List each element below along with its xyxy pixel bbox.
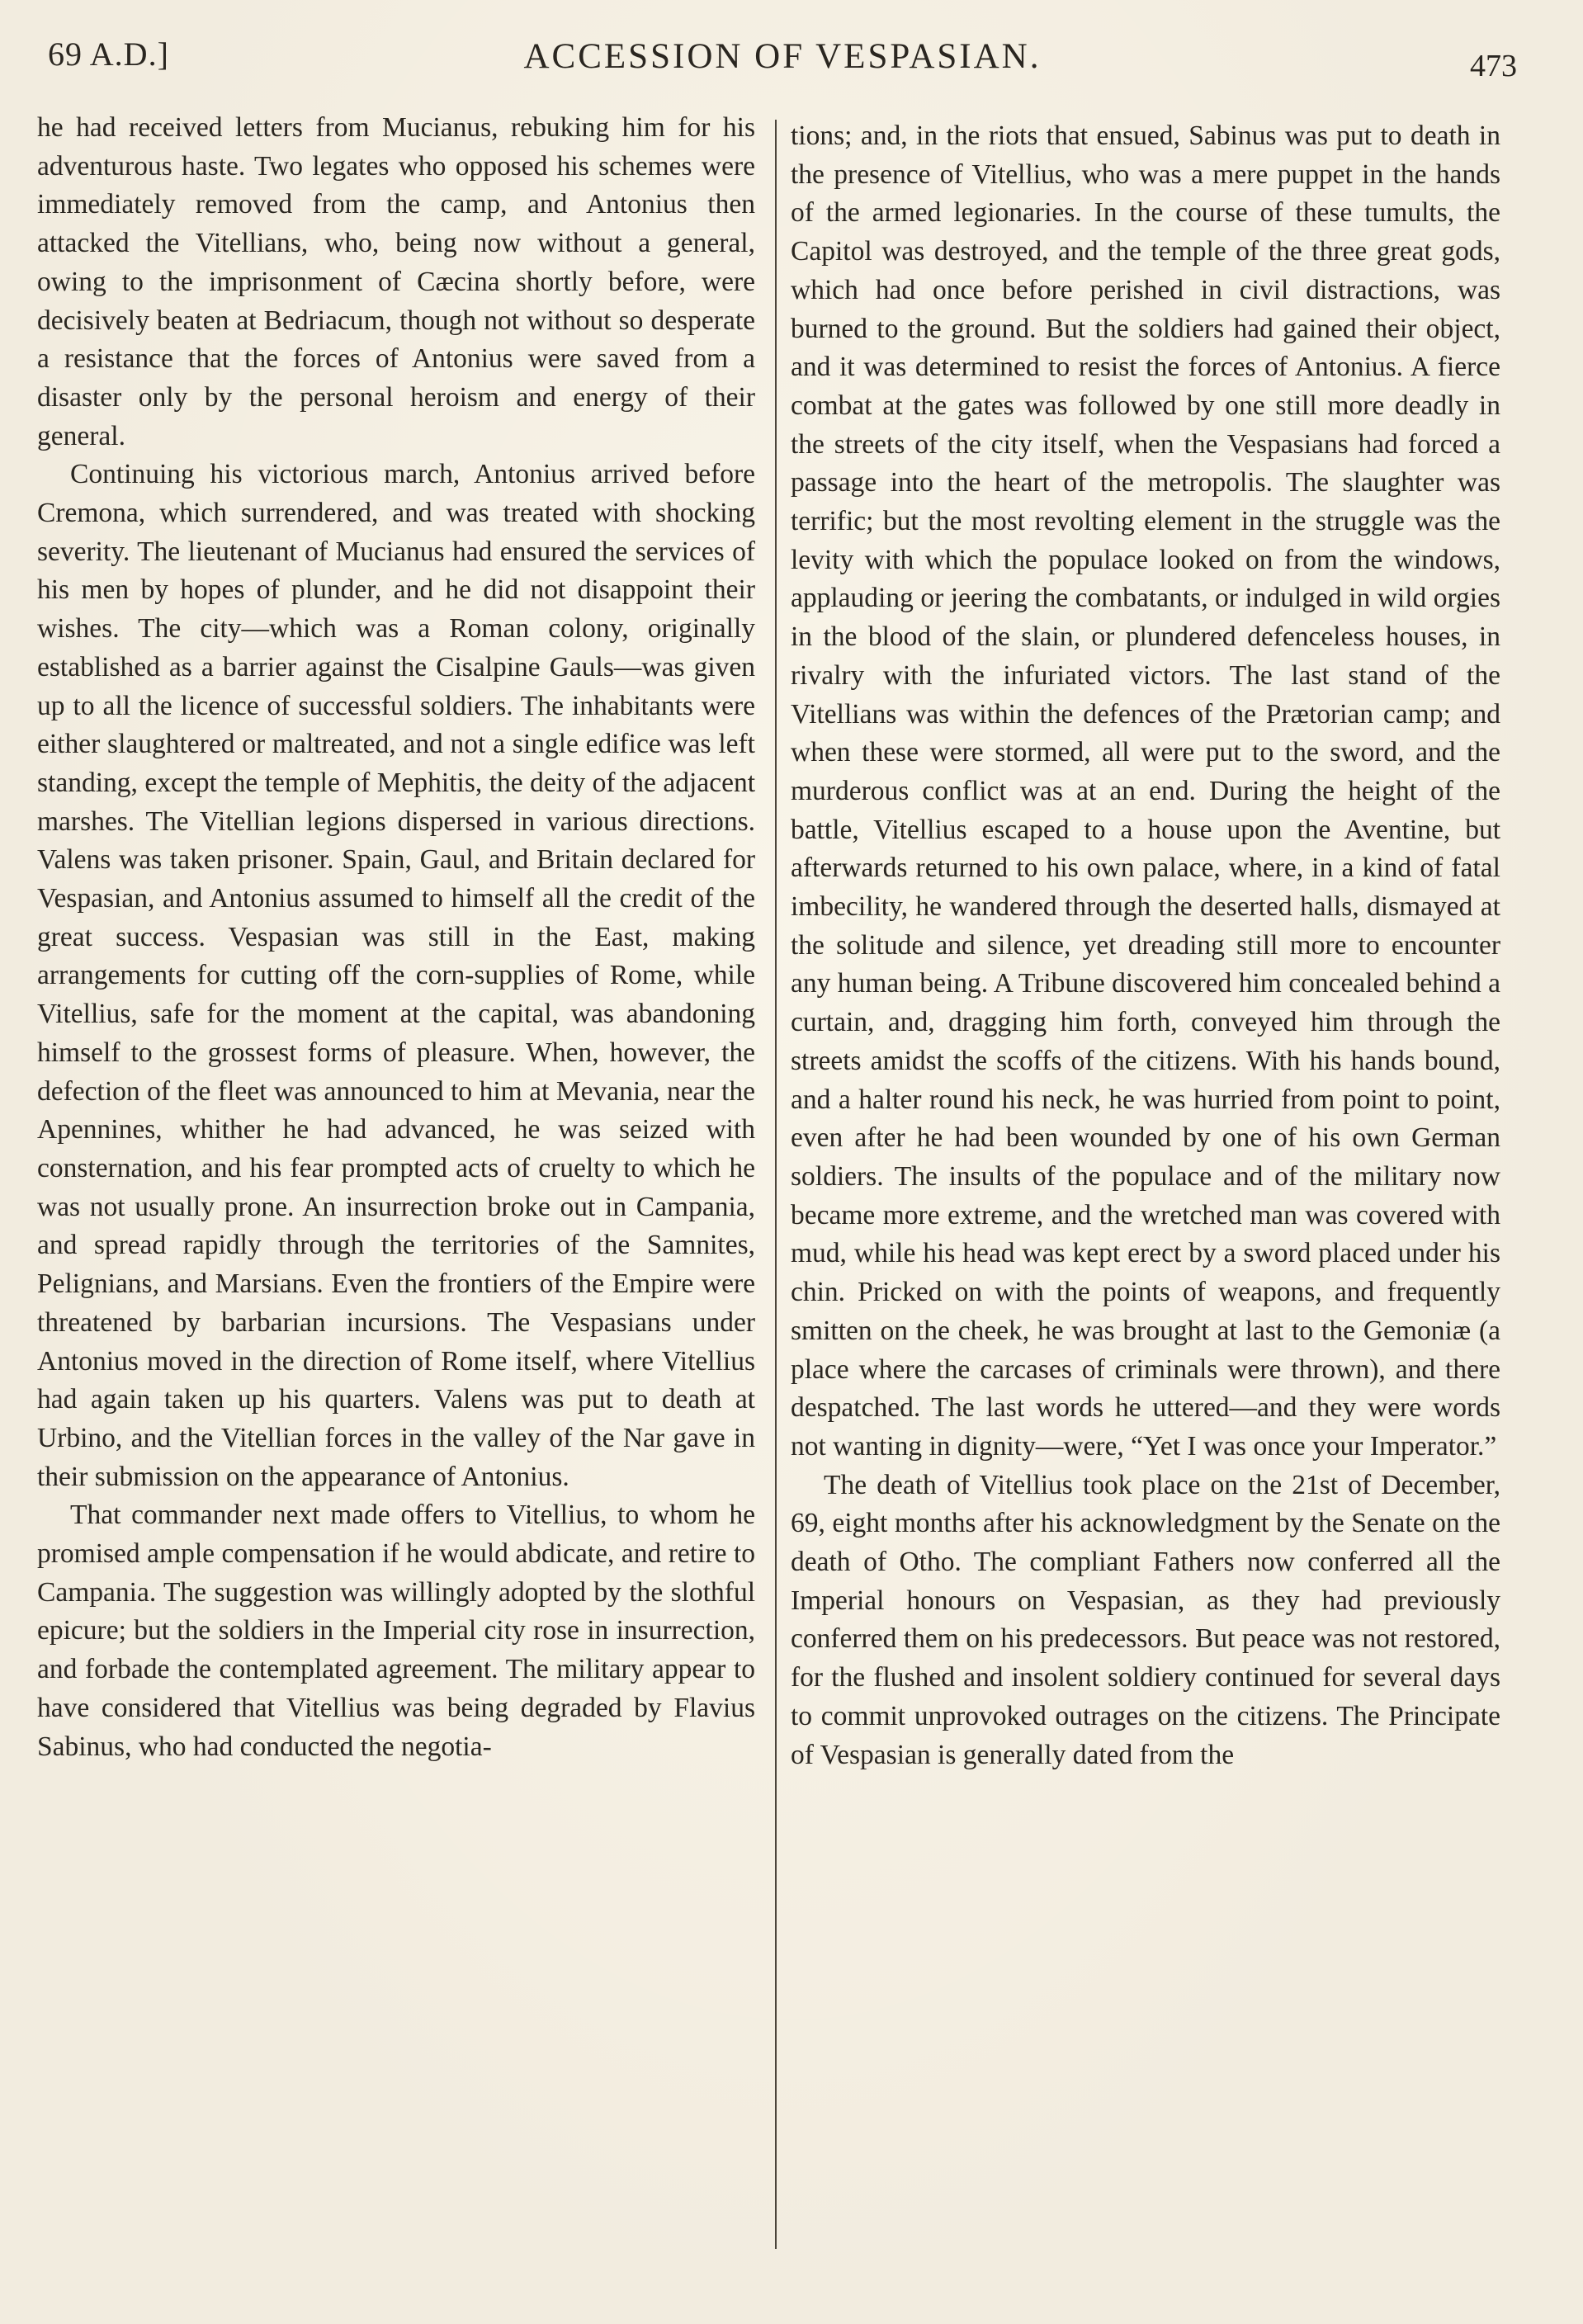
- paragraph: The death of Vitellius took place on the 21st of December, 69, eight months after his acknowledgment by the Senate on the death of Otho. The compliant Fathers now conferred all the Imperial honours on Vespasian, as they had previously conferred them on his predecessors. But peace was not restored, for the flushed and insolent soldiery continued for several days to commit unprovoked outrages on the citizens. The Principate of Vespasian is generally dated from the: [791, 1469, 1500, 1770]
- paragraph: Continuing his victorious march, Antonius arrived before Cremona, which surrendered, and was treated with shocking severity. The lieutenant of Mucianus had ensured the services of his men by hopes of plunder, and he did not disappoint their wishes. The city—which was a Roman colony, originally established as a barrier against the Cisalpine Gauls—was given up to all the licence of successful soldiers. The inhabitants were either slaughtered or maltreated, and not a single edifice was left standing, except the temple of Mephitis, the deity of the adjacent marshes. The Vitellian legions dispersed in various directions. Valens was taken prisoner. Spain, Gaul, and Britain declared for Vespasian, and Antonius assumed to himself all the credit of the great success. Vespasian was still in the East, making arrangements for cutting off the corn-supplies of Rome, while Vitellius, safe for the moment at the capital, was abandoning himself to the grossest forms of pleasure. When, however, the defection of the fleet was announced to him at Mevania, near the Apennines, whither he had advanced, he was seized with consternation, and his fear prompted acts of cruelty to which he was not usually prone. An insurrection broke out in Campania, and spread rapidly through the territories of the Samnites, Pelignians, and Marsians. Even the frontiers of the Empire were threatened by barbarian incursions. The Vespasians under Antonius moved in the direction of Rome itself, where Vitellius had again taken up his quarters. Valens was put to death at Urbino, and the Vitellian forces in the valley of the Nar gave in their submission on the appearance of Antonius.: [37, 459, 755, 1492]
- column-divider: [775, 120, 777, 2249]
- paragraph: he had received letters from Mucianus, rebuking him for his adventurous haste. Two legates who opposed his schemes were immediately removed from the camp, and Antonius then attacked the Vitellians, who, being now without a general, owing to the imprisonment of Cæcina shortly before, were decisively beaten at Bedriacum, though not without so desperate a resistance that the forces of Antonius were saved from a disaster only by the personal heroism and energy of their general.: [37, 112, 755, 451]
- left-column: [37, 109, 755, 1766]
- page-title: ACCESSION OF VESPASIAN.: [523, 37, 1042, 76]
- paragraph: That commander next made offers to Vitellius, to whom he promised ample compensation if he would abdicate, and retire to Campania. The suggestion was willingly adopted by the slothful epicure; but the soldiers in the Imperial city rose in insurrection, and forbade the contemplated agreement. The military appear to have considered that Vitellius was being degraded by Flavius Sabinus, who had conducted the negotia-: [37, 1500, 755, 1762]
- year-label: 69 A.D.]: [48, 35, 169, 73]
- right-column: [791, 117, 1500, 1774]
- paragraph: tions; and, in the riots that ensued, Sabinus was put to death in the presence of Vitellius, who was a mere puppet in the hands of the armed legionaries. In the course of these tumults, the Capitol was destroyed, and the temple of the three great gods, which had once before perished in civil distractions, was burned to the ground. But the soldiers had gained their object, and it was determined to resist the forces of Antonius. A fierce combat at the gates was followed by one still more deadly in the streets of the city itself, when the Vespasians had forced a passage into the heart of the metropolis. The slaughter was terrific; but the most revolting element in the struggle was the levity with which the populace looked on from the windows, applauding or jeering the combatants, or indulged in wild orgies in the blood of the slain, or plundered defenceless houses, in rivalry with the infuriated victors. The last stand of the Vitellians was within the defences of the Prætorian camp; and when these were stormed, all were put to the sword, and the murderous conflict was at an end. During the height of the battle, Vitellius escaped to a house upon the Aventine, but afterwards returned to his own palace, where, in a kind of fatal imbecility, he wandered through the deserted halls, dismayed at the solitude and silence, yet dreading still more to encounter any human being. A Tribune discovered him concealed behind a curtain, and, dragging him forth, conveyed him through the streets amidst the scoffs of the citizens. With his hands bound, and a halter round his neck, he was hurried from point to point, even after he had been wounded by one of his own German soldiers. The insults of the populace and of the military now became more extreme, and the wretched man was covered with mud, while his head was kept erect by a sword placed under his chin. Pricked on with the points of weapons, and frequently smitten on the cheek, he was brought at last to the Gemoniæ (a place where the carcases of criminals were thrown), and there despatched. The last words he uttered—and they were words not wanting in dignity—were, “Yet I was once your Imperator.”: [791, 120, 1500, 1462]
- page-number: 473: [1470, 49, 1517, 83]
- running-header: [48, 30, 1517, 87]
